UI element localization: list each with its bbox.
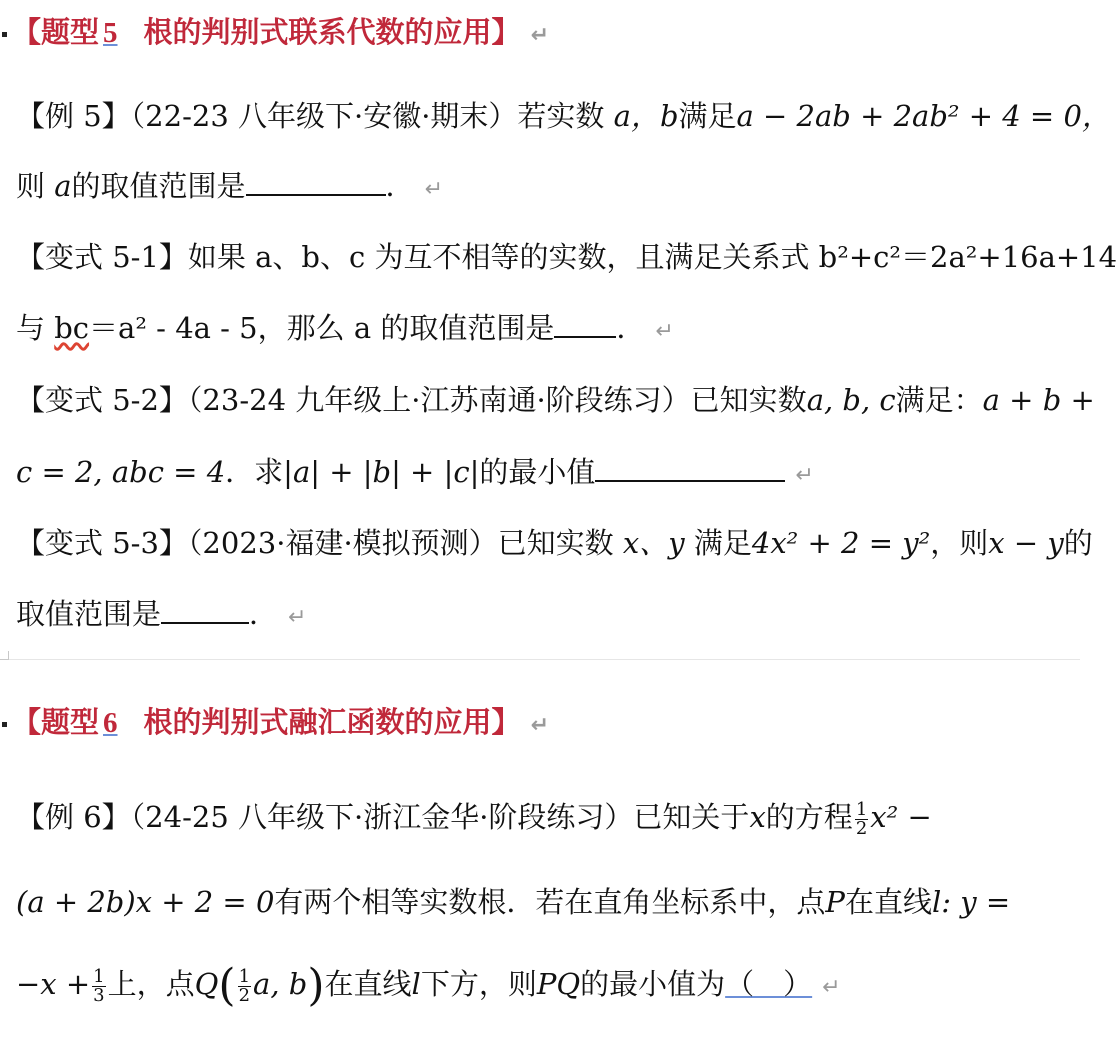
example6-line3: −x + $\frac{1}{3}$ 上，点Q( $\frac{1}{2}$ a, b)在直线l下方，则PQ的最小值为（ ） ↵ — [16, 960, 841, 1011]
heading-bullet-5 — [2, 32, 7, 37]
fraction-half-q: $\frac{1}{2}$ — [238, 965, 251, 1006]
paragraph-mark-icon: ↵ — [530, 23, 549, 48]
variant5-1-line1: 【变式 5-1】如果 a、b、c 为互不相等的实数，且满足关系式 b²+c²＝2a²+16a+14 — [16, 240, 1117, 274]
fraction-third: $\frac{1}{3}$ — [93, 965, 105, 1006]
variant5-2-label: 【变式 5-2】 — [16, 383, 188, 417]
paragraph-mark-icon: ↵ — [530, 713, 549, 738]
variant5-2-line2: c = 2, abc = 4．求|a| + |b| + |c|的最小值 ↵ — [16, 455, 814, 489]
section6-number: 6 — [103, 707, 118, 739]
example6-label: 【例 6】 — [16, 800, 131, 834]
paragraph-mark-icon: ↵ — [822, 975, 841, 1000]
answer-blank[interactable] — [554, 310, 616, 338]
variant5-3-line1: 【变式 5-3】（2023·福建·模拟预测）已知实数 x、y 满足4x² + 2 = y²，则x − y的 — [16, 526, 1093, 560]
page-break-divider — [0, 659, 1080, 660]
page-corner-mark-left — [0, 651, 9, 660]
variant5-3-label: 【变式 5-3】 — [16, 526, 188, 560]
variant5-2-line1: 【变式 5-2】（23-24 九年级上·江苏南通·阶段练习）已知实数a, b, c满足：a + b + — [16, 383, 1095, 417]
variant5-1-line2: 与 bc＝a² ‑ 4a ‑ 5，那么 a 的取值范围是 ． ↵ — [16, 311, 674, 345]
example5-equation: a − 2ab + 2ab² + 4 = 0， — [736, 99, 1111, 133]
section5-heading: 【题型 5 根的判别式联系代数的应用】 ↵ — [12, 15, 549, 49]
section6-heading: 【题型 6 根的判别式融汇函数的应用】 ↵ — [12, 705, 549, 739]
variant5-1-label: 【变式 5-1】 — [16, 240, 188, 274]
example5-label: 【例 5】 — [16, 99, 131, 133]
example5-line2: 则 a的取值范围是 ． ↵ — [16, 169, 443, 203]
fraction-half: $\frac{1}{2}$ — [855, 798, 868, 839]
answer-blank[interactable] — [595, 454, 785, 482]
paragraph-mark-icon: ↵ — [655, 319, 674, 344]
heading-bullet-6 — [2, 722, 7, 727]
paragraph-mark-icon: ↵ — [424, 177, 443, 202]
paragraph-mark-icon: ↵ — [795, 463, 814, 488]
example5-line1: 【例 5】（22-23 八年级下·安徽·期末）若实数 a，b满足a − 2ab + 2ab² + 4 = 0， — [16, 99, 1111, 133]
paragraph-mark-icon: ↵ — [288, 605, 307, 630]
answer-choice-parens[interactable]: （ ） — [725, 967, 813, 1001]
example6-line2: (a + 2b)x + 2 = 0有两个相等实数根．若在直角坐标系中，点P在直线l: y = — [16, 885, 1011, 919]
example6-line1: 【例 6】（24-25 八年级下·浙江金华·阶段练习）已知关于x的方程 $\frac{1}{2}$ x² − — [16, 798, 932, 839]
variant5-3-line2: 取值范围是 ． ↵ — [16, 597, 307, 631]
section5-number: 5 — [103, 17, 118, 49]
answer-blank[interactable] — [161, 596, 249, 624]
answer-blank[interactable] — [246, 168, 386, 196]
